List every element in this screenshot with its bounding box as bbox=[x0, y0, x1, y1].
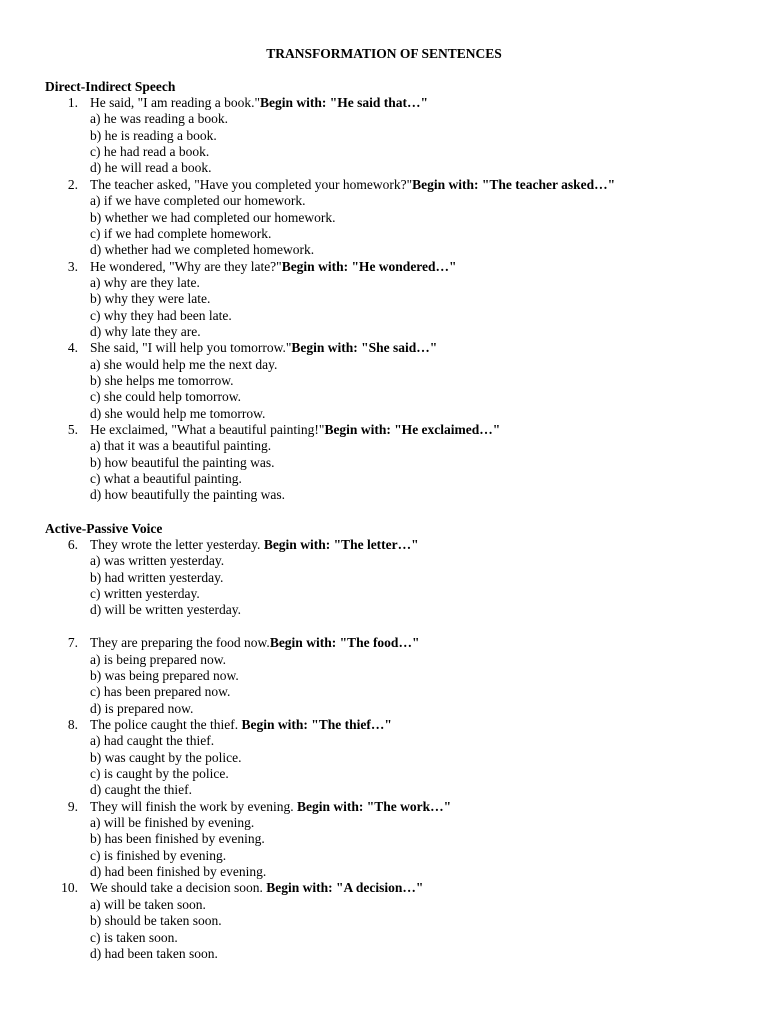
question-stem bbox=[45, 880, 745, 896]
option-c: c) if we had complete homework. bbox=[90, 225, 272, 241]
option-a: a) was written yesterday. bbox=[90, 553, 225, 569]
question-stem bbox=[45, 259, 745, 275]
question-stem bbox=[45, 717, 745, 733]
question-text bbox=[90, 95, 428, 111]
option-b: b) whether we had completed our homework. bbox=[90, 209, 336, 225]
question-hint: Begin with: "He said that…" bbox=[259, 95, 428, 110]
question-sentence: She said, "I will help you tomorrow." bbox=[90, 340, 292, 356]
option-d: d) caught the thief. bbox=[90, 782, 192, 798]
question-number: 8. bbox=[67, 716, 78, 732]
option-b: b) he is reading a book. bbox=[90, 127, 217, 143]
option-b: b) how beautiful the painting was. bbox=[90, 454, 275, 470]
option-c: c) written yesterday. bbox=[90, 586, 200, 602]
question-hint: Begin with: "She said…" bbox=[291, 340, 438, 356]
option-a: a) she would help me the next day. bbox=[90, 356, 278, 372]
option-d: d) how beautifully the painting was. bbox=[90, 487, 285, 503]
question-text bbox=[90, 537, 419, 553]
question-number: 9. bbox=[67, 798, 78, 814]
question-stem bbox=[45, 95, 745, 111]
question-text bbox=[90, 177, 615, 193]
option-d: d) had been finished by evening. bbox=[90, 864, 267, 880]
option-b: b) should be taken soon. bbox=[90, 913, 222, 929]
question-7 bbox=[45, 635, 745, 717]
question-stem bbox=[45, 537, 745, 553]
question-sentence: He wondered, "Why are they late?" bbox=[90, 258, 282, 274]
question-sentence: We should take a decision soon. bbox=[90, 880, 267, 896]
question-hint: Begin with: "The teacher asked…" bbox=[412, 176, 616, 192]
option-d: d) whether had we completed homework. bbox=[90, 242, 315, 258]
option-c: c) what a beautiful painting. bbox=[90, 471, 242, 487]
question-number: 1. bbox=[67, 95, 78, 110]
question-hint: Begin with: "The food…" bbox=[269, 635, 420, 651]
question-sentence: He said, "I am reading a book." bbox=[90, 95, 260, 110]
question-text bbox=[90, 340, 437, 356]
question-2 bbox=[45, 177, 745, 259]
option-c: c) why they had been late. bbox=[90, 307, 232, 323]
question-5 bbox=[45, 422, 745, 504]
question-stem bbox=[45, 635, 745, 651]
question-8 bbox=[45, 717, 745, 799]
question-10 bbox=[45, 880, 745, 962]
question-sentence: They will finish the work by evening. bbox=[90, 798, 297, 814]
question-number: 2. bbox=[67, 176, 78, 192]
option-c: c) is taken soon. bbox=[90, 929, 178, 945]
question-4 bbox=[45, 340, 745, 422]
option-c: c) is finished by evening. bbox=[90, 847, 227, 863]
question-text bbox=[90, 880, 423, 896]
option-b: b) why they were late. bbox=[90, 291, 211, 307]
question-hint: Begin with: "He exclaimed…" bbox=[324, 422, 501, 438]
option-c: c) has been prepared now. bbox=[90, 684, 231, 700]
option-b: b) she helps me tomorrow. bbox=[90, 373, 234, 389]
section-active-passive-voice bbox=[45, 520, 745, 962]
option-d: d) is prepared now. bbox=[90, 700, 194, 716]
option-a: a) will be finished by evening. bbox=[90, 815, 255, 831]
question-sentence: He exclaimed, "What a beautiful painting!" bbox=[90, 422, 325, 438]
question-hint: Begin with: "He wondered…" bbox=[281, 258, 457, 274]
option-c: c) she could help tomorrow. bbox=[90, 389, 241, 405]
question-3 bbox=[45, 259, 745, 341]
question-sentence: They are preparing the food now. bbox=[90, 635, 270, 651]
option-d: d) he will read a book. bbox=[90, 160, 212, 176]
question-stem bbox=[45, 422, 745, 438]
option-a: a) will be taken soon. bbox=[90, 896, 206, 912]
question-number: 10. bbox=[61, 880, 78, 896]
question-number: 6. bbox=[67, 537, 78, 552]
option-a: a) is being prepared now. bbox=[90, 651, 226, 667]
question-number: 4. bbox=[67, 340, 78, 356]
section-heading: Active-Passive Voice bbox=[45, 521, 163, 536]
section-heading: Direct-Indirect Speech bbox=[45, 79, 176, 94]
question-hint: Begin with: "The thief…" bbox=[241, 716, 392, 732]
question-1 bbox=[45, 95, 745, 177]
page-title: TRANSFORMATION OF SENTENCES bbox=[266, 46, 502, 61]
question-6 bbox=[45, 537, 745, 619]
question-text bbox=[90, 259, 457, 275]
option-c: c) is caught by the police. bbox=[90, 766, 229, 781]
option-b: b) was being prepared now. bbox=[90, 667, 239, 683]
option-c: c) he had read a book. bbox=[90, 144, 210, 160]
question-sentence: They wrote the letter yesterday. bbox=[90, 537, 264, 552]
question-text bbox=[90, 422, 500, 438]
question-text bbox=[90, 717, 392, 733]
question-stem bbox=[45, 177, 745, 193]
question-sentence: The police caught the thief. bbox=[90, 716, 242, 732]
blank-line bbox=[45, 619, 745, 635]
question-hint: Begin with: "A decision…" bbox=[266, 880, 424, 896]
option-a: a) why are they late. bbox=[90, 274, 200, 290]
question-hint: Begin with: "The letter…" bbox=[263, 537, 419, 552]
option-d: d) why late they are. bbox=[90, 323, 201, 339]
question-text bbox=[90, 635, 419, 651]
section-direct-indirect-speech bbox=[45, 78, 745, 504]
option-d: d) had been taken soon. bbox=[90, 945, 218, 961]
option-a: a) if we have completed our homework. bbox=[90, 193, 306, 209]
question-text bbox=[90, 799, 451, 815]
question-9 bbox=[45, 799, 745, 881]
option-a: a) he was reading a book. bbox=[90, 111, 228, 127]
option-a: a) had caught the thief. bbox=[90, 733, 215, 749]
option-b: b) had written yesterday. bbox=[90, 569, 224, 585]
option-b: b) was caught by the police. bbox=[90, 749, 242, 765]
question-number: 7. bbox=[67, 635, 78, 651]
question-stem bbox=[45, 340, 745, 356]
option-d: d) she would help me tomorrow. bbox=[90, 405, 266, 421]
question-number: 5. bbox=[67, 422, 78, 438]
question-stem bbox=[45, 799, 745, 815]
option-a: a) that it was a beautiful painting. bbox=[90, 438, 272, 454]
option-d: d) will be written yesterday. bbox=[90, 602, 241, 618]
question-sentence: The teacher asked, "Have you completed your homework?" bbox=[90, 176, 413, 192]
question-hint: Begin with: "The work…" bbox=[296, 798, 452, 814]
option-b: b) has been finished by evening. bbox=[90, 831, 265, 847]
question-number: 3. bbox=[67, 258, 78, 274]
